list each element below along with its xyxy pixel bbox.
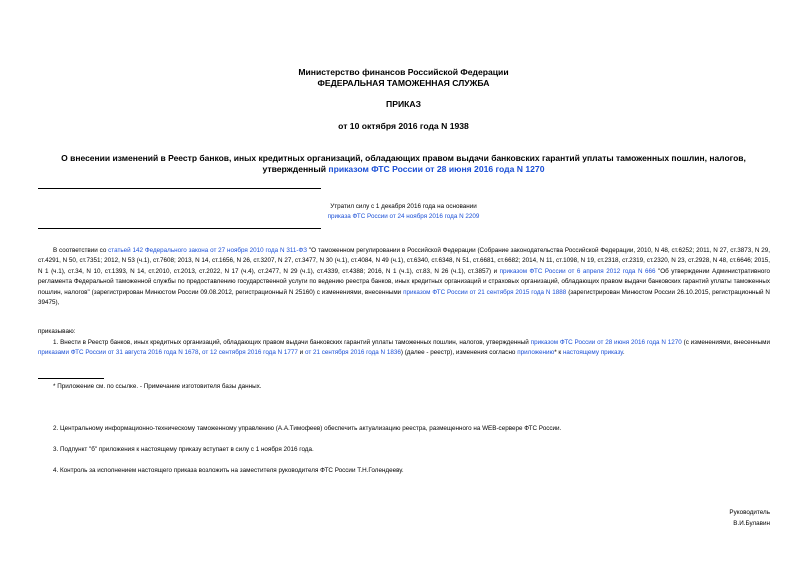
preamble-text: "Об утверждении Административного регламента Федеральной таможенной службы по предоставлению государственной услуги по ведению реестра банков, иных кредитных организаций и страховых организаций, обладающих правом выдачи банковских гарантий уплаты таможенных пошлин, налогов" (зарегистрирован Минюстом России 09.08.2012, регистрационный N 25160) с изменениями, внесенными xyxy=(38,267,771,296)
preamble-text: (зарегистрирован Минюстом России 26.10.2015, регистрационный N 39475), xyxy=(38,288,770,307)
repeal-order-link[interactable]: приказа ФТС России от 24 ноября 2016 года N 2209 xyxy=(327,213,480,220)
order-1836-link[interactable]: от 21 сентября 2016 года N 1836 xyxy=(304,349,401,357)
order-word: приказываю: xyxy=(38,328,76,335)
divider xyxy=(38,188,321,189)
item-3-paragraph: 3. Подпункт "б" приложения к настоящему приказу вступает в силу с 1 ноября 2016 года. xyxy=(53,446,314,453)
preamble-paragraph xyxy=(38,246,770,308)
footnote-divider xyxy=(38,378,104,379)
law-article-link[interactable]: статьей 142 Федерального закона от 27 ноября 2010 года N 311-ФЗ xyxy=(108,247,308,254)
doc-title-line2 xyxy=(0,164,807,175)
footnote: * Приложение см. по ссылке. - Примечание изготовителя базы данных. xyxy=(53,383,262,390)
divider xyxy=(38,228,321,229)
item-text: . xyxy=(622,349,625,357)
order-1888-link[interactable]: приказом ФТС России от 21 сентября 2015 года N 1888 xyxy=(403,288,567,296)
repeal-notice-link-line xyxy=(0,212,807,222)
order-1270-link[interactable]: приказом ФТС России от 28 июня 2016 года N 1270 xyxy=(530,339,682,346)
order-1678-link[interactable]: приказами ФТС России от 31 августа 2016 года N 1678 xyxy=(38,349,199,357)
order-1777-link[interactable]: от 12 сентября 2016 года N 1777 xyxy=(202,349,298,357)
item-text: 1. Внести в Реестр банков, иных кредитных организаций, обладающих правом выдачи банковских гарантий уплаты таможенных пошлин, налогов, утвержденный xyxy=(53,339,531,346)
doc-title-text: утвержденный xyxy=(262,164,329,174)
repeal-notice: Утратил силу с 1 декабря 2016 года на основании xyxy=(330,203,477,210)
order-666-link[interactable]: приказом ФТС России от 6 апреля 2012 года N 666 xyxy=(499,267,656,275)
preamble-text: В соответствии со xyxy=(53,247,109,254)
item-4-paragraph: 4. Контроль за исполнением настоящего приказа возложить на заместителя руководителя ФТС России Т.Н.Голендееву. xyxy=(53,467,404,474)
item-2-paragraph: 2. Центральному информационно-техническому таможенному управлению (А.А.Тимофеев) обеспечить актуализацию реестра, размещенного на WEB-сервере ФТС России. xyxy=(53,425,562,432)
doc-date: от 10 октября 2016 года N 1938 xyxy=(338,121,469,131)
service-heading: ФЕДЕРАЛЬНАЯ ТАМОЖЕННАЯ СЛУЖБА xyxy=(317,78,490,88)
item-text: и xyxy=(297,349,305,357)
doc-title-line1: О внесении изменений в Реестр банков, иных кредитных организаций, обладающих правом выдачи банковских гарантий уплаты таможенных пошлин, налогов, xyxy=(61,153,746,163)
this-order-link[interactable]: настоящему приказу xyxy=(562,349,623,357)
item-text: ) (далее - реестр), изменения согласно xyxy=(400,349,518,357)
item-1-paragraph xyxy=(38,338,770,359)
item-text: , xyxy=(198,349,203,357)
base-order-link[interactable]: приказом ФТС России от 28 июня 2016 года N 1270 xyxy=(328,164,545,174)
item-text: (с изменениями, внесенными xyxy=(681,339,771,346)
doc-type-heading: ПРИКАЗ xyxy=(386,99,421,109)
ministry-heading: Министерство финансов Российской Федерации xyxy=(298,67,509,77)
signature-name: В.И.Булавин xyxy=(733,520,770,527)
appendix-link[interactable]: приложению xyxy=(517,349,555,357)
signature-role: Руководитель xyxy=(729,509,770,516)
item-text: * к xyxy=(554,349,563,357)
preamble-text: "О таможенном регулировании в Российской Федерации (Собрание законодательства Российской Федерации, 2010, N 48, ст.6252; 2011, N 27, ст.3873, N 29, ст.4291, N 50, ст.7351; 2012, N 53 (ч.1), ст.7608; 2013, N 14, ст.1656, N 26, ст.3207, N 27, ст.3477, N 30 (ч.1), ст.4084, N 49 (ч.1), ст.6340, ст.6348, N 51, ст.6681, ст.6682; 2014, N 11, ст.1098, N 19, ст.2318, ст.2319, ст.2320, N 23, ст.2928, N 48, ст.6646; 2015, N 1 (ч.1), ст.34, N 10, ст.1393, N 14, ст.2010, ст.2013, ст.2022, N 17 (ч.4), ст.2477, N 29 (ч.1), ст.4339, ст.4388; 2016, N 1 (ч.1), ст.83, N 26 (ч.1), ст.3857) и xyxy=(38,247,770,275)
